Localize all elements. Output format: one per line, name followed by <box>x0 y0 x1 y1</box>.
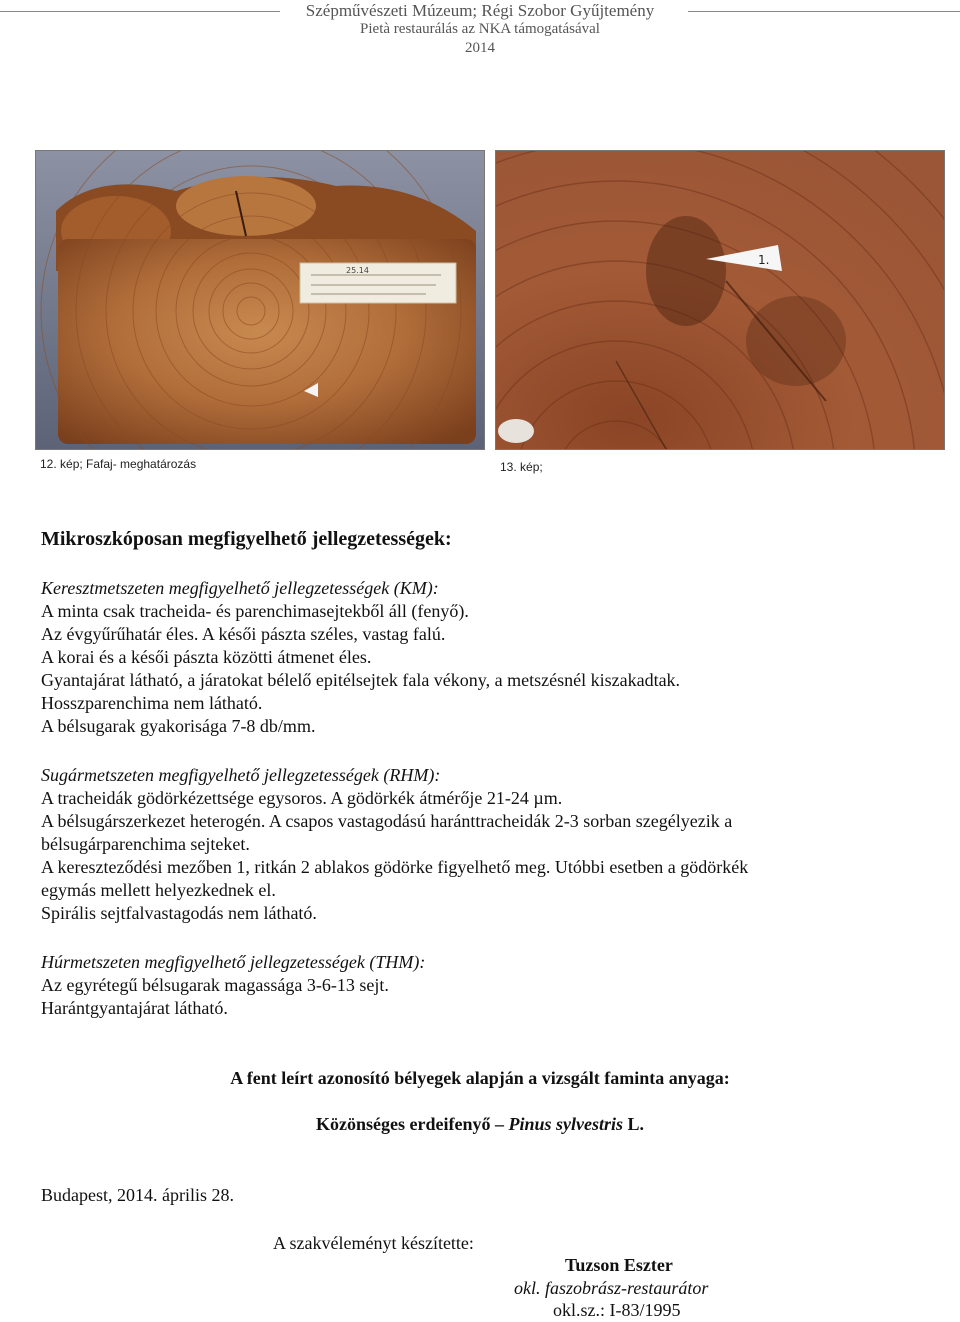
rhm-heading: Sugármetszeten megfigyelhető jellegzetességek (RHM): <box>41 765 441 785</box>
header-project: Pietà restaurálás az NKA támogatásával <box>360 21 600 37</box>
rhm-line: A tracheidák gödörkézettsége egysoros. A gödörkék átmérője 21-24 µm. <box>41 788 563 808</box>
main-title: Mikroszkóposan megfigyelhető jellegzetességek: <box>41 528 452 550</box>
section-thm <box>41 951 425 1020</box>
rhm-line: Spirális sejtfalvastagodás nem látható. <box>41 903 317 923</box>
km-heading: Keresztmetszeten megfigyelhető jellegzetességek (KM): <box>41 578 439 598</box>
km-line: A korai és a késői pászta közötti átmenet éles. <box>41 647 372 667</box>
place-date: Budapest, 2014. április 28. <box>41 1185 234 1205</box>
rhm-line: bélsugárparenchima sejteket. <box>41 834 250 854</box>
section-rhm <box>41 764 748 925</box>
figure-12-photo <box>35 150 485 450</box>
species-common-name: Közönséges erdeifenyő – <box>316 1114 509 1134</box>
species-author: L. <box>622 1114 644 1134</box>
km-line: A minta csak tracheida- és parenchimasejtekből áll (fenyő). <box>41 601 469 621</box>
thm-line: Az egyrétegű bélsugarak magassága 3-6-13 sejt. <box>41 975 389 995</box>
figure-12-caption: 12. kép; Fafaj- meghatározás <box>40 457 197 471</box>
signer-name: Tuzson Eszter <box>565 1255 673 1275</box>
thm-heading: Húrmetszeten megfigyelhető jellegzetességek (THM): <box>41 952 426 972</box>
figure-13-caption: 13. kép; <box>500 460 543 474</box>
km-line: Gyantajárat látható, a járatokat bélelő epitélsejtek fala vékony, a metszésnél kiszakadtak. <box>41 670 681 690</box>
header-institution: Szépművészeti Múzeum; Régi Szobor Gyűjtemény <box>300 1 660 20</box>
km-line: A bélsugarak gyakorisága 7-8 db/mm. <box>41 716 316 736</box>
km-line: Az évgyűrűhatár éles. A késői pászta széles, vastag falú. <box>41 624 446 644</box>
species-latin-name: Pinus sylvestris <box>508 1114 623 1134</box>
signer-registration: okl.sz.: I-83/1995 <box>553 1300 681 1320</box>
signer-title: okl. faszobrász-restaurátor <box>514 1278 709 1298</box>
rhm-line: egymás mellett helyezkednek el. <box>41 880 276 900</box>
figure-13-marker: 1. <box>758 253 770 267</box>
header-year: 2014 <box>465 40 495 56</box>
conclusion-species <box>0 1114 960 1135</box>
thm-line: Harántgyantajárat látható. <box>41 998 228 1018</box>
figure-13-photo <box>495 150 945 450</box>
section-km <box>41 577 680 738</box>
figure-12-label-text: 25.14 <box>346 266 369 275</box>
km-line: Hosszparenchima nem látható. <box>41 693 263 713</box>
rhm-line: A bélsugárszerkezet heterogén. A csapos vastagodású haránttracheidák 2-3 sorban szegélyezik a <box>41 811 733 831</box>
conclusion-statement: A fent leírt azonosító bélyegek alapján a vizsgált faminta anyaga: <box>230 1068 730 1088</box>
prepared-by-label: A szakvéleményt készítette: <box>273 1233 474 1253</box>
document-header <box>0 0 960 60</box>
rhm-line: A kereszteződési mezőben 1, ritkán 2 ablakos gödörke figyelhető meg. Utóbbi esetben a gödörkék <box>41 857 749 877</box>
